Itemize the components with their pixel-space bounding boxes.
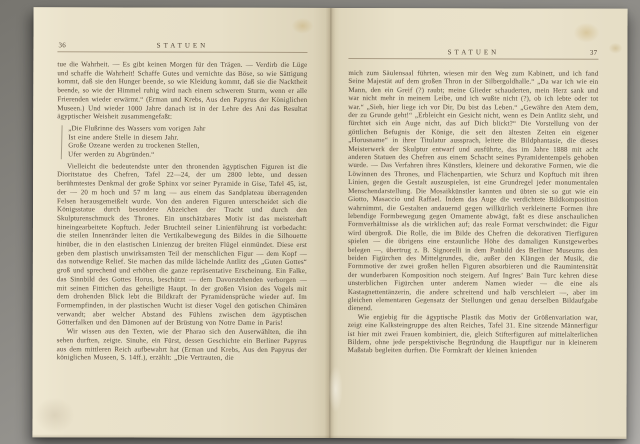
running-title: STATUEN [156, 41, 209, 50]
body-text-right [348, 69, 599, 355]
paragraph-continuation: tue die Wahrheit. — Es gibt keinen Morgen für den Trägen. — Verdirb die Lüge und schaffe die Wahrheit! Schaffe Gutes und vernichte das Böse, so wie Sättigung kommt, daß sie den Hunger beende, so wie Kleidung kommt, daß sie die Nacktheit beende, so wie der Himmel ruhig wird nach einem schwerem Sturm, wenn er alle Frierenden wieder erwärmt.“ (Erman und Krebs, Aus den Papyrus der Königlichen Museen.) Und wieder 1000 Jahre danach ist in der Lehre des Ani das Resultat ägyptischer Weisheit zusammengefaßt: [57, 60, 308, 121]
paragraph: Wie ergiebig für die ägyptische Plastik das Motiv der Größenvariation war, zeigt eine Kalksteingruppe des alten Reiches, Tafel 31. Eine sitzende Männerfigur ist hier mit zwei Frauen kombiniert, die, gleich Stifterfiguren auf mittelalterlichen Bildern, ohne jede perspektivische Begründung die Hauptfigur nur in kleinerem Maßstab begleiten durften. Die Formkraft der kleinen knienden [347, 312, 598, 355]
gutter-shadow [324, 8, 335, 438]
book-spread [32, 7, 627, 439]
page-number: 37 [589, 48, 598, 57]
page-number: 36 [58, 41, 67, 50]
page-header-left [57, 41, 307, 54]
verse-quote-block [57, 124, 307, 159]
header-rule [57, 51, 307, 53]
paragraph: Vielleicht die bedeutendste unter den thronenden ägyptischen Figuren ist die Dioritstatue des Chefren, Tafel 22—24, der um 2800 lebte, und dessen berühmtestes Denkmal der große Sphinx vor seiner Pyramide in Gise, Tafel 45, ist, der — 20 m hoch und 57 m lang — aus einem das Sandplateau überragenden Felsen herausgemeißelt wurde. Von den anderen Figuren unterscheidet sich die Königsstatue durch besondere Abzeichen der Tracht und durch den Skulpturenschmuck des Thrones. Ein unschätzbares Motiv ist das meisterhaft hineingearbeitete Kopftuch. Jeder Bruchteil seiner Linienführung ist vorbedacht: die steilen Innenränder leiten die Vertikalbewegung des Bildes in die Silhouette hinüber, die in den elastischen Linienzug der breiten Flügel einmündet. Diese erst geben dem plastisch unwirksamsten Teil der menschlichen Figur — dem Kopf — das notwendige Relief. Sie machen das milde lächelnde Antlitz des „Guten Gottes“ groß und sprechend und erhöhen die ganze repräsentative Erscheinung. Ein Falke, das Sinnbild des Gottes Horus, beschützt — dem Davorstehenden verborgen — mit seinen Fittichen das geheiligte Haupt. In der großen Vision des Vogels mit dem drohenden Blick lebt die Bildkraft der Pyramidensprüche wieder auf. Im Formempfinden, in der plastischen Wucht ist dieser Vogel den gotischen Chimären verwandt; aber welcher Abstand des Fühlens zwischen dem ägyptischen Götterfalken und den Dämonen auf der Brüstung von Notre Dame in Paris! [56, 162, 308, 328]
page-left [32, 7, 330, 438]
body-text-left [57, 60, 308, 363]
page-bottom-edge [32, 434, 626, 439]
paragraph: Wir wissen aus den Texten, wie der Pharao sich den Auserwählten, die ihn sehen durften, zeigte. Sinuhe, ein Fürst, dessen Geschichte ein Berliner Papyrus aus dem mittleren Reich aufbewahrt hat (Erman und Krebs, Aus den Papyrus der königlichen Museen, S. 14ff.), erzählt: „Die Vertrauten, die [56, 327, 307, 362]
verse-quote: „Die Flußrinne des Wassers vom vorigen Jahr Ist eine andere Stelle in diesem Jahr. Große Ozeane werden zu trockenen Stellen, Ufer werden zu Abgründen.“ [68, 124, 206, 159]
running-title: STATUEN [447, 48, 500, 57]
paragraph-continuation: mich zum Säulensaal führten, wiesen mir den Weg zum Kabinett, und ich fand Seine Majestät auf dem großen Thron in der Silbergoldhalle.“ „Da war ich wie ein Mann, den ein Greif (?) raubt; meine Glieder schauderten, mein Herz sank und war nicht mehr in meinem Leibe, und ich wußte nicht (?), ob ich lebte oder tot war.“ „Sieh, hier liege ich vor Dir, Du bist das Leben.“ „Gewähre den Atem dem, der zu Grunde geht!“ „Erbleicht ein Gesicht nicht, wenn es Dein Antlitz sieht, und fürchtet sich ein Auge nicht, das auf Dich blickt?“ Die Vorstellung von der göttlichen Befugnis der Könige, die seit den ältesten Zeiten ein eigener „Horusname“ in ihrer Titulatur aussprach, leitete die Bildphantasie, die dieses Meisterwerk der Skulptur entwarf und ausführte, das im Jahre 1888 mit acht anderen Statuen des Chefren aus einem Schacht seines Pyramidentempels gehoben wurde. — Das Verfahren ihres Künstlers, kleinere und dekorative Formen, wie die Löwinnen des Thrones, und Flächenpartien, wie Schurz und Kopftuch mit ihren Linien, gegen die Gestalt auszuspielen, ist eine Grundregel jeder monumentalen Menschendarstellung. Die Mosaikkünstler kannten und übten sie so gut wie ein Giotto, Masaccio und Raffael. Indem das Auge die verdichtete Bildkomposition wahrnimmt, die Gestalten andauernd gegen willkürlich verkleinerte Formen ihre lebendige Formbewegung gegen Ornamente abwägt, faßt es diese anschaulichen Formverhältnisse als die wirklichen auf; das reale Format verschwindet: die Figur wird übergroß. Die Rolle, die im Bilde des Chefren die dekorativen Tierfiguren spielen — die übrigens eine erstaunliche Höhe des damaligen Kunstgewerbes belegen —, übertrug z. B. Signorelli in dem Panbild des Berliner Museums den beiden Figürchen des Mittelgrundes, die, außer den Klängen der Musik, die Formmotive der zwei großen hellen Figuren absorbieren und die Raumintensität der wunderbaren Komposition noch steigern. Auf Ingres’ Bain Turc kehren diese unsterblichen Figürchen unter anderem Namen wieder — die eine als Kastagnettentänzerin, die andere schreitend und halb verschleiert —, aber im gleichen elementaren Gegensatz der Stellungen und genau derselben Bildaufgabe dienend. [347, 69, 599, 313]
page-header-right [348, 48, 598, 61]
page-right [329, 8, 627, 439]
header-rule [348, 58, 598, 60]
